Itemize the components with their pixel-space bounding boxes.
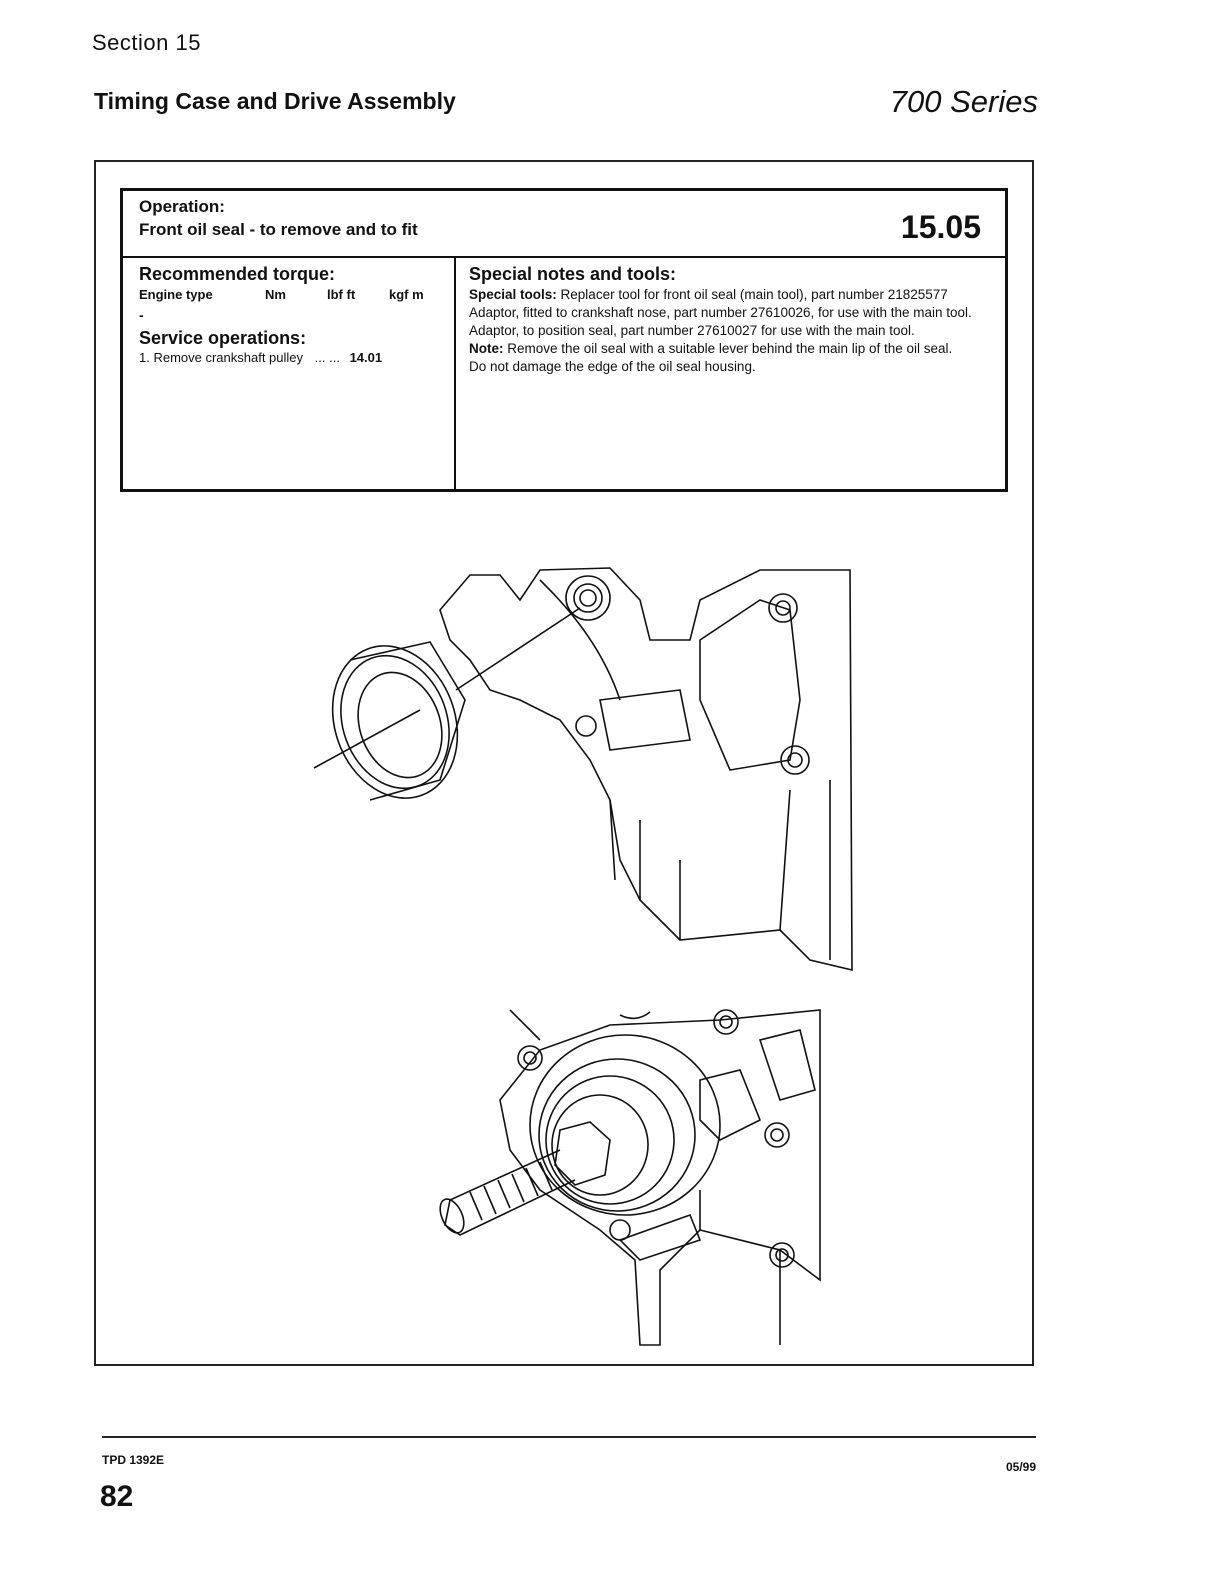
document-title: Timing Case and Drive Assembly (94, 88, 456, 114)
note-label: Note: (469, 341, 504, 356)
service-heading: Service operations: (139, 328, 307, 348)
removal-note (469, 340, 989, 357)
operation-box (120, 188, 1008, 492)
column-divider (454, 258, 456, 489)
notes-heading: Special notes and tools: (469, 264, 677, 284)
special-tools-label: Special tools: (469, 287, 557, 302)
operation-label: Operation: (139, 197, 225, 216)
adaptor-note-1: Adaptor, fitted to crankshaft nose, part number 27610026, for use with the main tool. (469, 305, 972, 320)
caution-note: Do not damage the edge of the oil seal housing. (469, 359, 756, 374)
col-engine-type: Engine type (139, 287, 213, 302)
operation-name: Front oil seal - to remove and to fit (139, 220, 418, 239)
section-label: Section 15 (92, 30, 201, 55)
service-step-leader: ... ... (314, 350, 340, 365)
torque-value: - (139, 307, 144, 323)
torque-heading: Recommended torque: (139, 264, 336, 284)
torque-table-header (139, 287, 447, 305)
adaptor-note-2: Adaptor, to position seal, part number 27610027 for use with the main tool. (469, 323, 915, 338)
torque-column (139, 263, 447, 365)
service-step (139, 350, 447, 365)
service-step-ref: 14.01 (349, 350, 383, 365)
col-lbf-ft: lbf ft (327, 287, 356, 302)
series-label: 700 Series (889, 84, 1038, 119)
operation-header (123, 191, 1005, 258)
operation-number: 15.05 (900, 209, 981, 245)
special-tools-text: Replacer tool for front oil seal (main tool), part number 21825577 (560, 287, 948, 302)
page-number: 82 (100, 1480, 134, 1513)
service-step-text: 1. Remove crankshaft pulley (139, 350, 304, 365)
special-tools-note (469, 286, 989, 303)
col-kgf-m: kgf m (389, 287, 424, 302)
footer-rule (102, 1436, 1036, 1438)
document-code: TPD 1392E (102, 1453, 165, 1467)
note-text: Remove the oil seal with a suitable lever behind the main lip of the oil seal. (507, 341, 953, 356)
notes-column (469, 263, 989, 375)
col-nm: Nm (265, 287, 286, 302)
revision-date: 05/99 (1005, 1460, 1036, 1474)
